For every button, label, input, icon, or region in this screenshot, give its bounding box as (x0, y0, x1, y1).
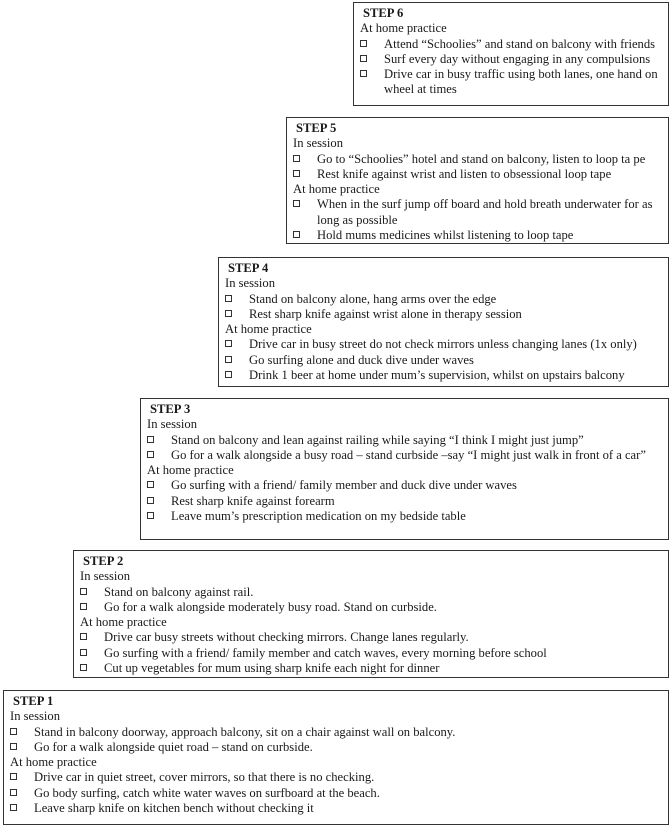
step-5-box (286, 117, 669, 244)
checkbox-icon (293, 200, 300, 207)
checklist-item: Leave mum’s prescription medication on my bedside table (147, 509, 662, 524)
checklist-item: Surf every day without engaging in any compulsions (360, 52, 662, 67)
step-title: STEP 2 (83, 554, 124, 568)
step-2-box (73, 550, 669, 678)
checklist-item: Drive car in busy street do not check mirrors unless changing lanes (1x only) (225, 337, 662, 352)
checkbox-icon (147, 436, 154, 443)
checklist-item: When in the surf jump off board and hold breath underwater for as long as possible (293, 197, 662, 228)
checkbox-icon (360, 55, 367, 62)
checklist-item: Go surfing alone and duck dive under waves (225, 353, 662, 368)
checkbox-icon (10, 789, 17, 796)
checkbox-icon (225, 340, 232, 347)
section-label: In session (10, 709, 61, 724)
checkbox-icon (10, 804, 17, 811)
checklist-item: Leave sharp knife on kitchen bench without checking it (10, 801, 662, 816)
checklist-item: Go body surfing, catch white water waves on surfboard at the beach. (10, 786, 662, 801)
checkbox-icon (80, 603, 87, 610)
checklist-item: Go surfing with a friend/ family member and duck dive under waves (147, 478, 662, 493)
checklist-item: Stand on balcony alone, hang arms over the edge (225, 292, 662, 307)
step-title: STEP 3 (150, 402, 191, 416)
checkbox-icon (80, 664, 87, 671)
checkbox-icon (225, 371, 232, 378)
section-label: At home practice (225, 322, 312, 337)
section-label: At home practice (80, 615, 167, 630)
checklist-item: Rest sharp knife against forearm (147, 494, 662, 509)
section-label: In session (225, 276, 276, 291)
section-label: At home practice (360, 21, 447, 36)
section-label: In session (293, 136, 344, 151)
checkbox-icon (293, 170, 300, 177)
step-3-box (140, 398, 669, 540)
section-label: At home practice (10, 755, 97, 770)
checklist-item: Stand on balcony against rail. (80, 585, 662, 600)
section-label: At home practice (147, 463, 234, 478)
checkbox-icon (147, 451, 154, 458)
section-label: In session (147, 417, 198, 432)
checkbox-icon (360, 40, 367, 47)
checklist-item: Stand on balcony and lean against railing while saying “I think I might just jump” (147, 433, 662, 448)
checklist-item: Drive car in quiet street, cover mirrors, so that there is no checking. (10, 770, 662, 785)
step-4-box (218, 257, 669, 387)
checklist-item: Go for a walk alongside quiet road – stand on curbside. (10, 740, 662, 755)
checkbox-icon (293, 155, 300, 162)
checklist-item: Cut up vegetables for mum using sharp knife each night for dinner (80, 661, 662, 676)
step-title: STEP 5 (296, 121, 337, 135)
step-title: STEP 4 (228, 261, 269, 275)
step-title: STEP 6 (363, 6, 404, 20)
checklist-item: Rest sharp knife against wrist alone in therapy session (225, 307, 662, 322)
checkbox-icon (225, 295, 232, 302)
checkbox-icon (10, 728, 17, 735)
section-label: In session (80, 569, 131, 584)
checkbox-icon (225, 310, 232, 317)
checklist-item: Rest knife against wrist and listen to obsessional loop tape (293, 167, 662, 182)
checklist-item: Drink 1 beer at home under mum’s supervision, whilst on upstairs balcony (225, 368, 662, 383)
step-1-box (3, 690, 669, 825)
checklist-item: Go surfing with a friend/ family member and catch waves, every morning before school (80, 646, 662, 661)
checklist-item: Drive car busy streets without checking mirrors. Change lanes regularly. (80, 630, 662, 645)
checklist-item: Go for a walk alongside moderately busy road. Stand on curbside. (80, 600, 662, 615)
checkbox-icon (80, 649, 87, 656)
checkbox-icon (225, 356, 232, 363)
checkbox-icon (147, 481, 154, 488)
checkbox-icon (10, 743, 17, 750)
checklist-item: Drive car in busy traffic using both lanes, one hand on wheel at times (360, 67, 662, 98)
checkbox-icon (80, 633, 87, 640)
checkbox-icon (10, 773, 17, 780)
checkbox-icon (293, 231, 300, 238)
checklist-item: Attend “Schoolies” and stand on balcony with friends (360, 37, 662, 52)
checkbox-icon (147, 512, 154, 519)
checklist-item: Stand in balcony doorway, approach balcony, sit on a chair against wall on balcony. (10, 725, 662, 740)
checkbox-icon (80, 588, 87, 595)
step-6-box (353, 2, 669, 106)
section-label: At home practice (293, 182, 380, 197)
checkbox-icon (360, 70, 367, 77)
checklist-item: Hold mums medicines whilst listening to loop tape (293, 228, 662, 243)
step-title: STEP 1 (13, 694, 54, 708)
checklist-item: Go to “Schoolies” hotel and stand on balcony, listen to loop ta pe (293, 152, 662, 167)
checklist-item: Go for a walk alongside a busy road – stand curbside –say “I might just walk in front of a car” (147, 448, 662, 463)
checkbox-icon (147, 497, 154, 504)
